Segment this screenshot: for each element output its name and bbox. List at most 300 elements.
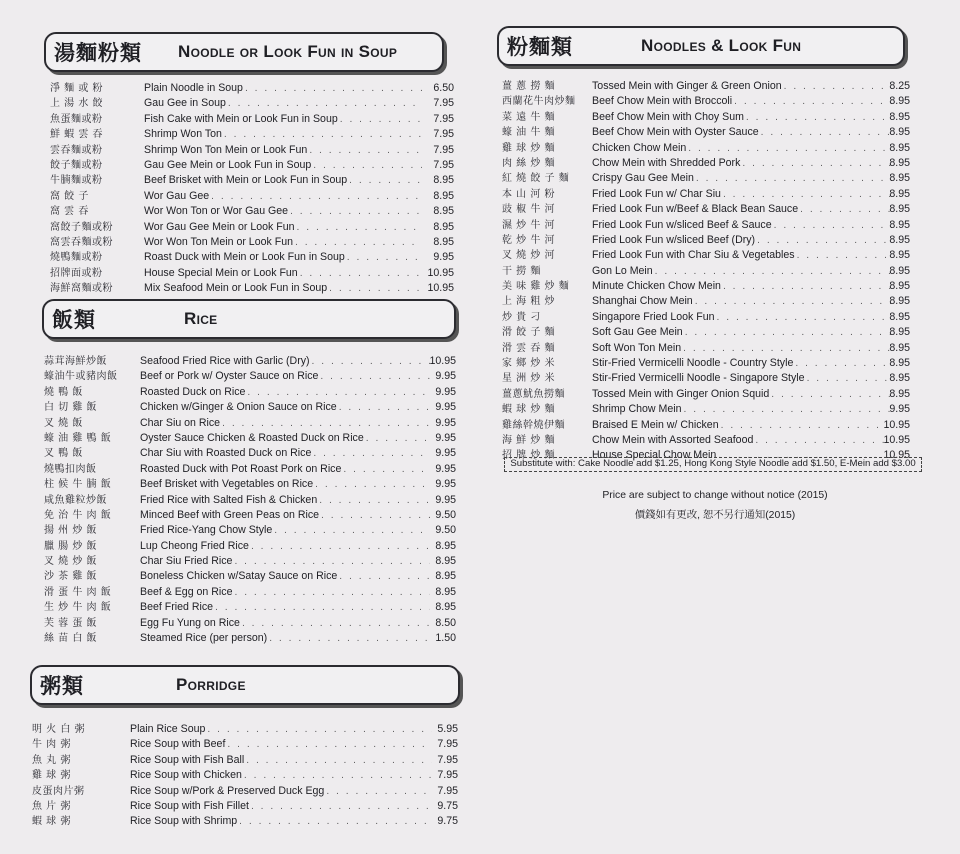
menu-item-price: 7.95 [433,112,454,125]
menu-item-row [0,768,470,783]
menu-item-leader [592,171,892,187]
menu-item-name-cn: 窩餃子麵或粉 [50,221,113,233]
menu-item-name-en: Roasted Duck on Rice [140,385,246,398]
menu-item-name-en: Fried Look Fun w/ Char Siu [592,187,721,200]
menu-item-row [0,279,960,294]
price-notice-cn: 價錢如有更改, 恕不另行通知(2015) [634,510,796,521]
menu-item-name-en: Lup Cheong Fried Rice [140,539,249,552]
menu-item-name-en: Seafood Fried Rice with Garlic (Dry) [140,355,310,367]
menu-item-name-cn: 滑 蛋 牛 肉 飯 [44,586,112,598]
menu-item-name-cn: 燒 鴨 飯 [44,386,83,398]
menu-item-row [0,418,960,433]
menu-item-name-cn: 窩 餃 子 [50,190,89,202]
menu-item-name-cn: 白 切 雞 飯 [44,402,98,414]
menu-item-name-en: Beef Fried Rice [140,601,214,614]
menu-item-price: 8.95 [435,539,456,552]
section-title-cn: 粉麵類 [507,34,573,59]
menu-item-name-en: Rice Soup with Beef [130,738,226,751]
dot-leader [326,785,432,800]
menu-item-price: 10.95 [883,433,910,446]
menu-item-price: 8.95 [889,172,910,185]
menu-item-leader [592,156,892,172]
section-header-porridge [30,665,460,705]
menu-item-name-cn: 免 治 牛 肉 飯 [44,509,112,521]
dot-leader [696,172,892,187]
menu-item-price: 8.95 [889,264,910,277]
dot-leader [734,95,892,110]
menu-item-name-en: Braised E Mein w/ Chicken [592,418,719,431]
menu-item-price: 8.95 [889,249,910,262]
dot-leader [207,723,432,738]
menu-item-name-en: Fried Look Fun w/sliced Beef (Dry) [592,233,756,246]
menu-item-price: 7.95 [437,753,458,766]
menu-item-name-en: Shrimp Chow Mein [592,403,682,416]
menu-item-name-cn: 燒鴨麵或粉 [50,252,103,264]
menu-item-name-en: Plain Noodle in Soup [144,82,243,94]
menu-item-price: 10.95 [883,449,910,462]
menu-item-name-en: Fish Cake with Mein or Look Fun in Soup [144,112,338,125]
menu-item-price: 8.25 [889,80,910,92]
menu-item-price: 8.95 [889,233,910,246]
menu-item-price: 8.50 [435,616,456,629]
menu-item-name-en: Roasted Duck with Pot Roast Pork on Rice [140,462,342,475]
menu-item-price: 9.95 [435,462,456,475]
menu-item-leader [140,616,430,632]
porridge-list [0,722,470,830]
menu-item-leader [592,387,892,403]
menu-item-name-en: Beef Chow Mein with Broccoli [592,95,733,108]
menu-item-name-cn: 本 山 河 粉 [502,188,556,200]
menu-item-name-en: Beef & Egg on Rice [140,585,233,598]
menu-item-price: 10.95 [883,418,910,431]
menu-item-name-cn: 家 鄉 炒 米 [502,358,556,370]
menu-item-name-cn: 皮蛋肉片粥 [32,785,85,797]
menu-item-leader [592,125,892,141]
menu-item-name-en: Tossed Mein with Ginger & Green Onion [592,80,782,92]
menu-item-name-cn: 海 鮮 炒 麵 [502,434,556,446]
menu-item-leader [130,722,432,738]
section-title-en: Noodle or Look Fun in Soup [178,42,398,61]
menu-item-name-cn: 上 湯 水 餃 [50,98,104,110]
menu-item-leader [592,325,892,341]
menu-item-name-en: Roast Duck with Mein or Look Fun in Soup [144,251,345,264]
menu-item-name-cn: 濕 炒 牛 河 [502,219,556,231]
menu-item-price: 8.95 [889,126,910,139]
menu-item-name-en: Soft Gau Gee Mein [592,326,683,339]
menu-item-leader [592,341,892,357]
menu-item-name-cn: 星 洲 炒 米 [502,373,556,385]
menu-item-row [0,814,470,829]
menu-item-leader [140,569,430,585]
menu-item-name-en: Shrimp Won Ton [144,128,222,141]
menu-item-name-cn: 叉 燒 飯 [44,417,83,429]
menu-item-name-en: Fried Look Fun w/sliced Beef & Sauce [592,218,772,231]
menu-item-name-cn: 柱 候 牛 腩 飯 [44,479,112,491]
menu-item-leader [592,310,892,326]
section-title-cn: 湯麵粉類 [54,40,142,65]
menu-item-name-cn: 蠔油牛或豬肉飯 [44,371,118,383]
dot-leader [244,769,432,784]
menu-item-price: 7.95 [437,769,458,782]
menu-item-row [0,79,960,94]
menu-item-leader [140,493,430,509]
menu-item-name-cn: 蠔 油 雞 鴨 飯 [44,432,112,444]
menu-item-name-cn: 美 味 雞 炒 麵 [502,281,570,293]
menu-item-row [0,171,960,186]
menu-item-row [0,554,470,569]
dot-leader [215,601,430,616]
menu-item-name-en: Fried Rice-Yang Chow Style [140,524,273,537]
menu-item-leader [592,294,892,310]
price-notice-en: Price are subject to change without notice (2015) [602,490,828,501]
menu-item-name-cn: 魚 丸 粥 [32,754,71,766]
menu-item-row [0,187,960,202]
menu-item-row [0,585,470,600]
menu-item-name-cn: 滑 餃 子 麵 [502,327,556,339]
menu-item-name-cn: 魚 片 粥 [32,800,71,812]
menu-item-row [0,402,960,417]
menu-item-name-en: Singapore Fried Look Fun [592,310,715,323]
menu-item-price: 8.95 [889,156,910,169]
menu-item-name-en: Char Siu with Roasted Duck on Rice [140,447,312,460]
dot-leader [251,540,430,555]
menu-item-name-cn: 薑蔥魷魚撈麵 [502,388,565,400]
menu-item-price: 9.95 [889,403,910,416]
menu-item-row [0,141,960,156]
dot-leader [246,754,432,769]
menu-item-row [0,294,960,309]
menu-item-leader [130,814,432,830]
menu-item-name-cn: 乾 炒 牛 河 [502,234,556,246]
menu-item-name-cn: 滑 雲 吞 麵 [502,342,556,354]
menu-item-name-cn: 菜 遠 牛 麵 [502,111,556,123]
menu-item-price: 9.95 [435,478,456,491]
menu-item-price: 8.95 [889,280,910,293]
menu-item-row [0,539,470,554]
menu-item-price: 8.95 [435,601,456,614]
menu-item-leader [140,539,430,555]
menu-item-name-cn: 干 撈 麵 [502,265,541,277]
menu-item-row [0,600,470,615]
dot-leader [688,142,892,157]
dot-leader [239,815,432,830]
menu-item-name-en: Beef Brisket with Vegetables on Rice [140,478,314,491]
menu-item-name-cn: 絲 苗 白 飯 [44,633,98,645]
menu-item-name-cn: 紅 燒 餃 子 麵 [502,173,570,185]
menu-item-leader [140,554,430,570]
dot-leader [274,524,430,539]
menu-item-name-en: Fried Look Fun w/Beef & Black Bean Sauce [592,203,799,216]
menu-item-price: 9.95 [433,251,454,264]
menu-item-row [0,753,470,768]
menu-item-leader [130,753,432,769]
menu-item-name-cn: 鮮 蝦 雲 吞 [50,129,104,141]
menu-item-name-en: Stir-Fried Vermicelli Noodle - Singapore Style [592,372,805,385]
menu-item-name-cn: 臘 腸 炒 飯 [44,540,98,552]
menu-item-price: 8.95 [889,387,910,400]
dot-leader [321,509,430,524]
menu-item-name-cn: 招牌面或粉 [50,267,103,279]
menu-item-price: 8.95 [433,235,454,248]
menu-item-leader [130,799,432,815]
dot-leader [684,403,893,418]
menu-item-name-en: Gau Gee Mein or Look Fun in Soup [144,158,312,171]
menu-item-price: 8.95 [889,95,910,108]
menu-item-row [0,110,960,125]
menu-item-price: 8.95 [889,218,910,231]
menu-item-name-cn: 魚蛋麵或粉 [50,113,103,125]
menu-item-name-en: Stir-Fried Vermicelli Noodle - Country Style [592,357,794,370]
menu-item-name-cn: 招 牌 炒 麵 [502,450,556,462]
section-title-cn: 粥類 [40,673,84,698]
menu-item-row [0,202,960,217]
menu-item-name-en: Rice Soup with Fish Fillet [130,799,249,812]
menu-item-name-en: Crispy Gau Gee Mein [592,172,694,185]
noodles-list [0,79,960,464]
menu-item-name-en: Rice Soup with Shrimp [130,815,238,828]
menu-item-leader [592,233,892,249]
menu-item-price: 8.95 [435,555,456,568]
menu-item-name-en: Shrimp Won Ton Mein or Look Fun [144,143,308,156]
menu-item-row [0,264,960,279]
menu-item-row [0,799,470,814]
menu-item-row [0,233,960,248]
menu-item-name-en: Wor Gau Gee Mein or Look Fun [144,220,295,233]
menu-item-row [0,341,960,356]
menu-item-price: 8.95 [889,187,910,200]
menu-item-name-en: House Special Chow Mein [592,449,717,462]
menu-item-leader [592,79,892,95]
menu-item-name-cn: 牛腩麵或粉 [50,175,103,187]
menu-item-price: 8.95 [889,341,910,354]
menu-item-leader [130,768,432,784]
menu-item-name-en: Chicken Chow Mein [592,141,687,154]
menu-item-leader [592,371,892,387]
menu-item-name-cn: 叉 燒 炒 河 [502,250,556,262]
dot-leader [717,311,893,326]
menu-item-name-cn: 蠔 油 牛 麵 [502,127,556,139]
menu-item-row [0,784,470,799]
dot-leader [234,586,430,601]
menu-item-name-cn: 淨 麵 或 粉 [50,83,104,94]
menu-item-name-cn: 餃子麵或粉 [50,159,103,171]
menu-item-name-en: Rice Soup w/Pork & Preserved Duck Egg [130,784,325,797]
menu-item-name-en: Char Siu on Rice [140,416,221,429]
menu-item-price: 8.95 [889,141,910,154]
menu-item-name-en: Minute Chicken Chow Mein [592,280,721,293]
section-title-en: Noodles & Look Fun [641,36,802,55]
menu-item-row [0,356,960,371]
menu-item-name-en: Egg Fu Yung on Rice [140,616,240,629]
menu-item-name-en: Wor Won Ton or Wor Gau Gee [144,205,289,218]
section-title-en: Rice [184,309,218,328]
menu-item-row [0,125,960,140]
menu-item-row [0,523,470,538]
menu-item-name-en: Boneless Chicken w/Satay Sauce on Rice [140,570,338,583]
menu-item-leader [140,600,430,616]
menu-item-name-cn: 沙 茶 雞 飯 [44,571,98,583]
dot-leader [723,280,892,295]
menu-item-price: 8.95 [433,205,454,218]
menu-item-name-en: Soft Won Ton Mein [592,341,682,354]
menu-item-row [0,569,470,584]
menu-item-price: 6.50 [433,82,454,94]
menu-item-leader [592,248,892,264]
menu-item-price: 9.95 [435,416,456,429]
substitute-note: Substitute with: Cake Noodle add $1.25, Hong Kong Style Noodle add $1.50, E-Mein add $3.00 [504,457,922,472]
menu-item-row [0,156,960,171]
menu-item-name-en: Beef Chow Mein with Oyster Sauce [592,126,759,139]
menu-item-row [0,722,470,737]
menu-item-name-cn: 蝦 球 粥 [32,816,71,828]
menu-item-name-cn: 西蘭花牛肉炒麵 [502,96,576,108]
menu-item-name-en: Fried Look Fun with Char Siu & Vegetables [592,249,795,262]
dot-leader [685,326,892,341]
menu-item-name-en: Rice Soup with Fish Ball [130,753,245,766]
menu-item-price: 8.95 [433,174,454,187]
menu-item-name-cn: 叉 燒 炒 飯 [44,556,98,568]
menu-item-name-cn: 蒜茸海鮮炒飯 [44,356,107,367]
menu-item-name-en: Rice Soup with Chicken [130,769,242,782]
menu-item-row [0,94,960,109]
menu-item-row [0,631,470,646]
menu-item-name-cn: 生 炒 牛 肉 飯 [44,602,112,614]
menu-item-price: 8.95 [889,295,910,308]
dot-leader [655,265,892,280]
menu-item-row [0,325,960,340]
menu-item-leader [592,110,892,126]
menu-item-price: 7.95 [433,158,454,171]
menu-item-name-en: Beef or Pork w/ Oyster Sauce on Rice [140,370,319,383]
menu-item-price: 8.95 [889,110,910,123]
dot-leader [742,157,892,172]
dot-leader [234,555,430,570]
menu-item-price: 9.50 [435,508,456,521]
menu-item-row [0,310,960,325]
menu-item-name-cn: 薑 蔥 撈 麵 [502,81,556,92]
menu-item-name-cn: 肉 絲 炒 麵 [502,157,556,169]
menu-item-leader [592,94,892,110]
menu-item-price: 7.95 [433,97,454,110]
menu-item-row [0,477,470,492]
menu-item-leader [592,279,892,295]
menu-item-price: 9.95 [435,493,456,506]
menu-item-price: 10.95 [429,355,456,367]
dot-leader [343,463,430,478]
menu-item-name-cn: 燒鴨扣肉飯 [44,463,97,475]
menu-item-name-en: Plain Rice Soup [130,723,206,735]
menu-item-name-cn: 明 火 白 粥 [32,724,86,735]
menu-item-leader [592,218,892,234]
menu-item-leader [592,356,892,372]
menu-item-name-cn: 海鮮窩麵或粉 [50,283,113,295]
menu-item-price: 7.95 [437,784,458,797]
menu-item-price: 8.95 [889,326,910,339]
menu-item-name-en: Gon Lo Mein [592,264,653,277]
menu-item-row [0,462,470,477]
menu-item-price: 9.95 [435,401,456,414]
menu-item-price: 8.95 [889,357,910,370]
menu-item-row [0,248,960,263]
dot-leader [695,295,892,310]
menu-item-row [0,371,960,386]
menu-item-name-cn: 雞 球 粥 [32,770,71,782]
menu-item-price: 7.95 [433,143,454,156]
menu-item-name-cn: 雞 球 炒 麵 [502,142,556,154]
menu-item-row [0,508,470,523]
menu-item-name-cn: 窩 雲 吞 [50,206,89,218]
menu-item-leader [140,523,430,539]
dot-leader [723,188,892,203]
dot-leader [251,800,432,815]
section-title-cn: 飯類 [52,307,96,332]
menu-item-name-en: Chow Mein with Assorted Seafood [592,433,754,446]
dot-leader [227,738,432,753]
menu-item-leader [592,202,892,218]
menu-item-price: 8.95 [889,372,910,385]
dot-leader [746,111,892,126]
menu-item-leader [140,508,430,524]
menu-item-leader [592,402,892,418]
dot-leader [683,342,892,357]
menu-item-price: 10.95 [427,282,454,295]
dot-leader [269,632,430,647]
menu-item-name-cn: 芙 蓉 蛋 飯 [44,617,98,629]
menu-item-name-en: Fried Rice with Salted Fish & Chicken [140,493,318,506]
dot-leader [339,570,430,585]
menu-item-price: 9.75 [437,815,458,828]
menu-item-row [0,387,960,402]
menu-item-name-en: Oyster Sauce Chicken & Roasted Duck on Rice [140,431,364,444]
menu-item-name-en: Mix Seafood Mein or Look Fun in Soup [144,282,328,295]
section-header-noodles [497,26,905,66]
menu-item-leader [592,418,892,434]
menu-item-price: 9.95 [435,447,456,460]
menu-item-name-cn: 牛 肉 粥 [32,739,71,751]
menu-item-name-en: Chicken w/Ginger & Onion Sauce on Rice [140,401,337,414]
menu-item-name-cn: 雲吞麵或粉 [50,144,103,156]
menu-item-leader [592,141,892,157]
menu-item-price: 8.95 [433,189,454,202]
menu-item-name-en: Shanghai Chow Mein [592,295,693,308]
menu-item-row [0,616,470,631]
dot-leader [242,617,430,632]
section-title-en: Porridge [176,675,246,694]
menu-item-price: 9.75 [437,799,458,812]
menu-item-price: 10.95 [427,266,454,279]
menu-item-leader [130,784,432,800]
menu-item-name-cn: 蝦 球 炒 麵 [502,404,556,416]
menu-item-price: 9.95 [435,385,456,398]
menu-item-price: 9.50 [435,524,456,537]
menu-item-leader [140,631,430,647]
menu-item-name-cn: 豉 椒 牛 河 [502,204,556,216]
menu-item-name-en: Wor Won Ton Mein or Look Fun [144,235,293,248]
menu-item-price: 5.95 [437,723,458,735]
menu-item-name-en: Steamed Rice (per person) [140,632,268,645]
menu-item-row [0,218,960,233]
dot-leader [319,494,430,509]
menu-item-name-cn: 揚 州 炒 飯 [44,525,98,537]
menu-item-name-en: Beef Chow Mein with Choy Sum [592,110,744,123]
menu-item-row [0,493,470,508]
menu-item-name-en: House Special Mein or Look Fun [144,266,298,279]
menu-item-price: 7.95 [433,128,454,141]
menu-item-name-en: Char Siu Fried Rice [140,555,233,568]
menu-item-name-en: Chow Mein with Shredded Pork [592,156,741,169]
menu-item-name-cn: 窩雲吞麵或粉 [50,236,113,248]
menu-item-price: 8.95 [889,310,910,323]
